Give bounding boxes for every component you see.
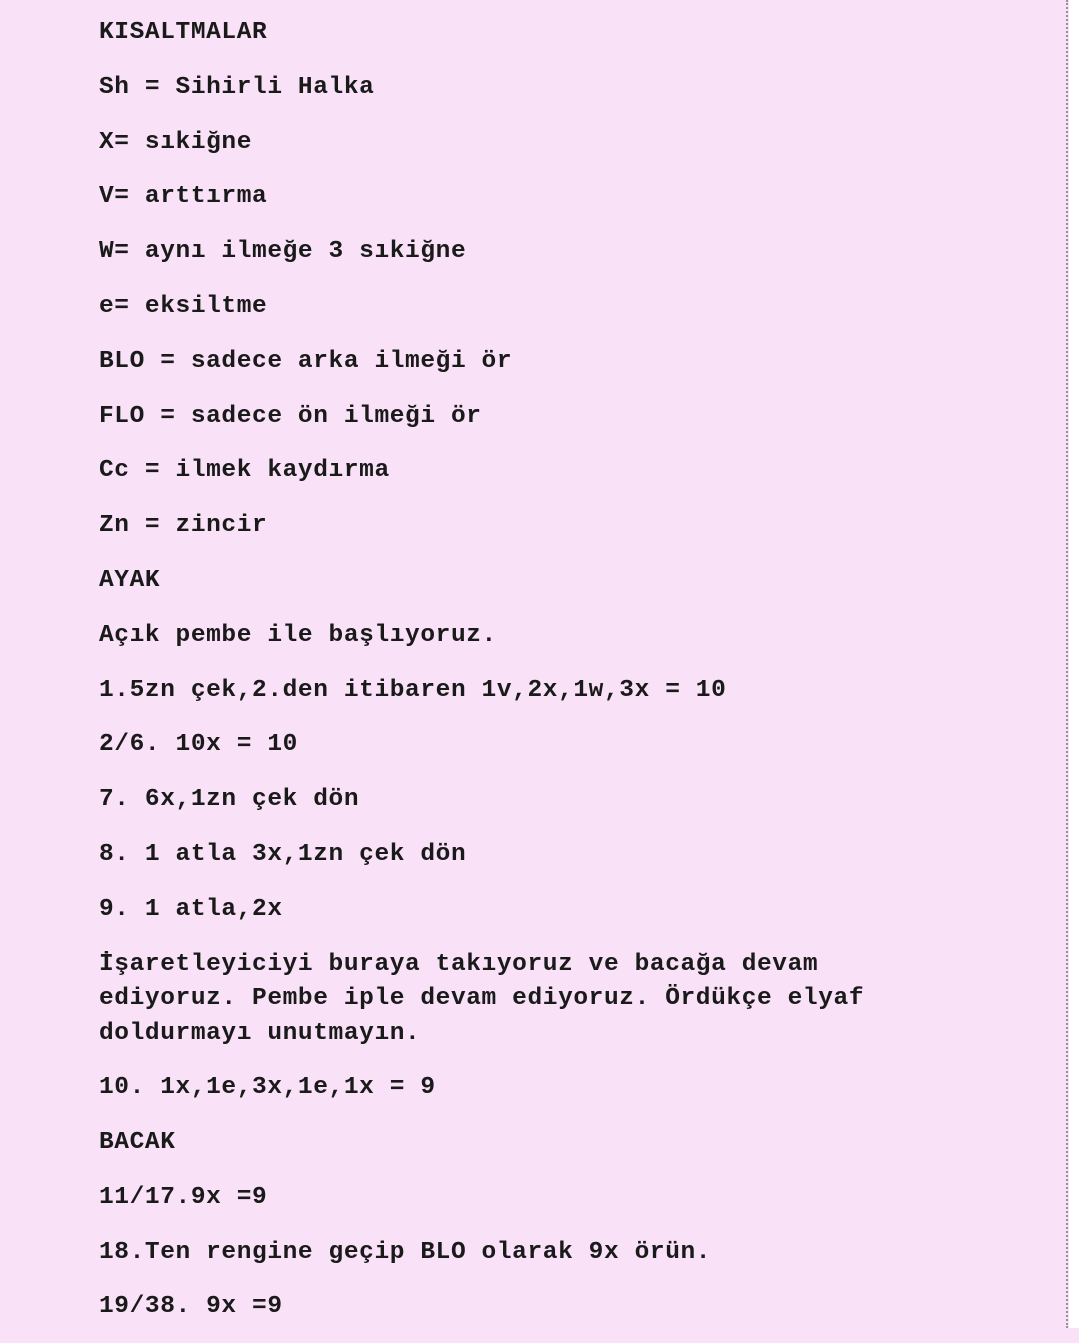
heading-abbreviations: KISALTMALAR bbox=[99, 19, 268, 46]
document-text bbox=[99, 14, 999, 1343]
row-19-38: 19/38. 9x =9 bbox=[99, 1293, 283, 1321]
row-2-6: 2/6. 10x = 10 bbox=[99, 731, 298, 759]
abbr-v: V= arttırma bbox=[99, 183, 268, 211]
heading-bacak: BACAK bbox=[99, 1128, 176, 1156]
row-1: 1.5zn çek,2.den itibaren 1v,2x,1w,3x = 10 bbox=[99, 676, 727, 704]
abbr-cc: Cc = ilmek kaydırma bbox=[99, 457, 390, 485]
paragraph-line: İşaretleyiciyi buraya takıyoruz ve bacağa devam bbox=[99, 950, 819, 978]
abbr-flo: FLO = sadece ön ilmeği ör bbox=[99, 402, 482, 430]
row-10: 10. 1x,1e,3x,1e,1x = 9 bbox=[99, 1074, 436, 1102]
abbr-w: W= aynı ilmeğe 3 sıkiğne bbox=[99, 238, 467, 266]
paragraph-line: ediyoruz. Pembe iple devam ediyoruz. Ördükçe elyaf bbox=[99, 985, 865, 1013]
instruction-paragraph bbox=[99, 946, 999, 1070]
abbr-sh: Sh = Sihirli Halka bbox=[99, 73, 375, 101]
row-11-17: 11/17.9x =9 bbox=[99, 1183, 268, 1211]
paragraph-line: doldurmayı unutmayın. bbox=[99, 1019, 421, 1047]
row-7: 7. 6x,1zn çek dön bbox=[99, 786, 360, 814]
abbr-blo: BLO = sadece arka ilmeği ör bbox=[99, 347, 513, 375]
row-9: 9. 1 atla,2x bbox=[99, 895, 283, 923]
abbr-zn: Zn = zincir bbox=[99, 512, 268, 540]
abbr-x: X= sıkiğne bbox=[99, 128, 253, 156]
page-edge-margin bbox=[1069, 0, 1079, 1328]
row-8: 8. 1 atla 3x,1zn çek dön bbox=[99, 840, 467, 868]
instruction-line: Açık pembe ile başlıyoruz. bbox=[99, 621, 497, 649]
heading-ayak: AYAK bbox=[99, 566, 161, 594]
page-edge-divider bbox=[1066, 0, 1068, 1328]
row-18: 18.Ten rengine geçip BLO olarak 9x örün. bbox=[99, 1238, 712, 1266]
abbr-e: e= eksiltme bbox=[99, 292, 268, 320]
